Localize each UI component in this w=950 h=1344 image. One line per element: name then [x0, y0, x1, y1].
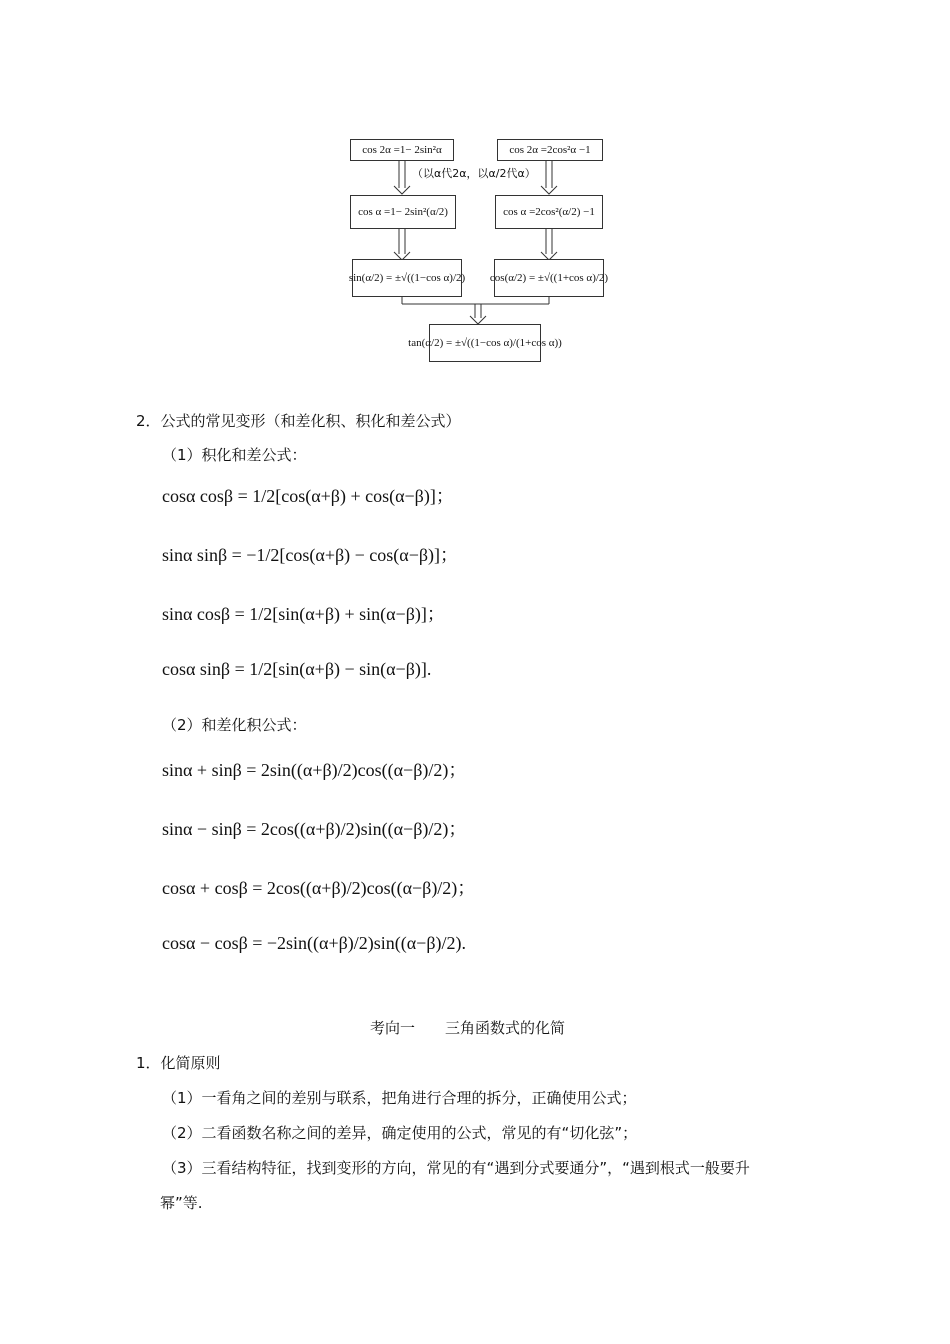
formula-cos-plus-cos — [162, 874, 475, 900]
topic-title: 考向一 三角函数式的化简 — [370, 1019, 566, 1037]
formula-text: sinα − sinβ = 2cos((α+β)/2)sin((α−β)/2)； — [162, 819, 467, 839]
cos-half-angle-box — [489, 259, 609, 297]
rule-1: （1）一看角之间的差别与联系，把角进行合理的拆分，正确使用公式； — [162, 1089, 637, 1107]
box-formula: cos(α/2) = ±√((1+cos α)/2) — [489, 272, 609, 284]
rule-2: （2）二看函数名称之间的差异，确定使用的公式，常见的有“切化弦”； — [162, 1124, 638, 1142]
formula-text: cosα − cosβ = −2sin((α+β)/2)sin((α−β)/2). — [162, 933, 466, 953]
double-angle-sin-box — [350, 139, 454, 161]
rule-3-line2: 幂”等. — [160, 1194, 203, 1212]
box-formula: cos 2α =1− 2sin²α — [362, 144, 442, 156]
cos-half-angle-sin-box — [350, 195, 456, 229]
cos-half-angle-cos-box — [495, 195, 603, 229]
sin-half-angle-box — [348, 259, 466, 297]
subsection-sum-to-product: （2）和差化积公式： — [162, 716, 307, 734]
formula-cos-cos — [162, 482, 454, 508]
subsection-product-to-sum: （1）积化和差公式： — [162, 446, 307, 464]
box-formula: sin(α/2) = ±√((1−cos α)/2) — [348, 272, 466, 284]
formula-text: sinα sinβ = −1/2[cos(α+β) − cos(α−β)]； — [162, 545, 458, 565]
section-heading: 2．公式的常见变形（和差化积、积化和差公式） — [136, 412, 461, 430]
box-formula: cos α =1− 2sin²(α/2) — [358, 206, 448, 218]
formula-sin-minus-sin — [162, 815, 466, 841]
formula-sin-cos — [162, 600, 445, 626]
box-formula: cos 2α =2cos²α −1 — [509, 144, 591, 156]
substitution-note: （以α代2α，以α/2代α） — [412, 167, 536, 180]
formula-cos-minus-cos — [162, 933, 466, 954]
topic-item-heading: 1．化简原则 — [136, 1054, 221, 1072]
formula-text: cosα sinβ = 1/2[sin(α+β) − sin(α−β)]. — [162, 659, 432, 679]
formula-text: cosα cosβ = 1/2[cos(α+β) + cos(α−β)]； — [162, 486, 454, 506]
formula-text: cosα + cosβ = 2cos((α+β)/2)cos((α−β)/2)； — [162, 878, 476, 898]
formula-text: sinα cosβ = 1/2[sin(α+β) + sin(α−β)]； — [162, 604, 445, 624]
formula-sin-plus-sin — [162, 756, 466, 782]
tan-half-angle-box — [408, 324, 562, 362]
formula-text: sinα + sinβ = 2sin((α+β)/2)cos((α−β)/2)； — [162, 760, 467, 780]
double-angle-cos-box — [497, 139, 603, 161]
box-formula: tan(α/2) = ±√((1−cos α)/(1+cos α)) — [408, 337, 562, 349]
box-formula: cos α =2cos²(α/2) −1 — [503, 206, 595, 218]
formula-cos-sin — [162, 659, 431, 680]
formula-sin-sin — [162, 541, 458, 567]
rule-3-line1: （3）三看结构特征，找到变形的方向，常见的有“遇到分式要通分”，“遇到根式一般要升 — [162, 1159, 750, 1177]
